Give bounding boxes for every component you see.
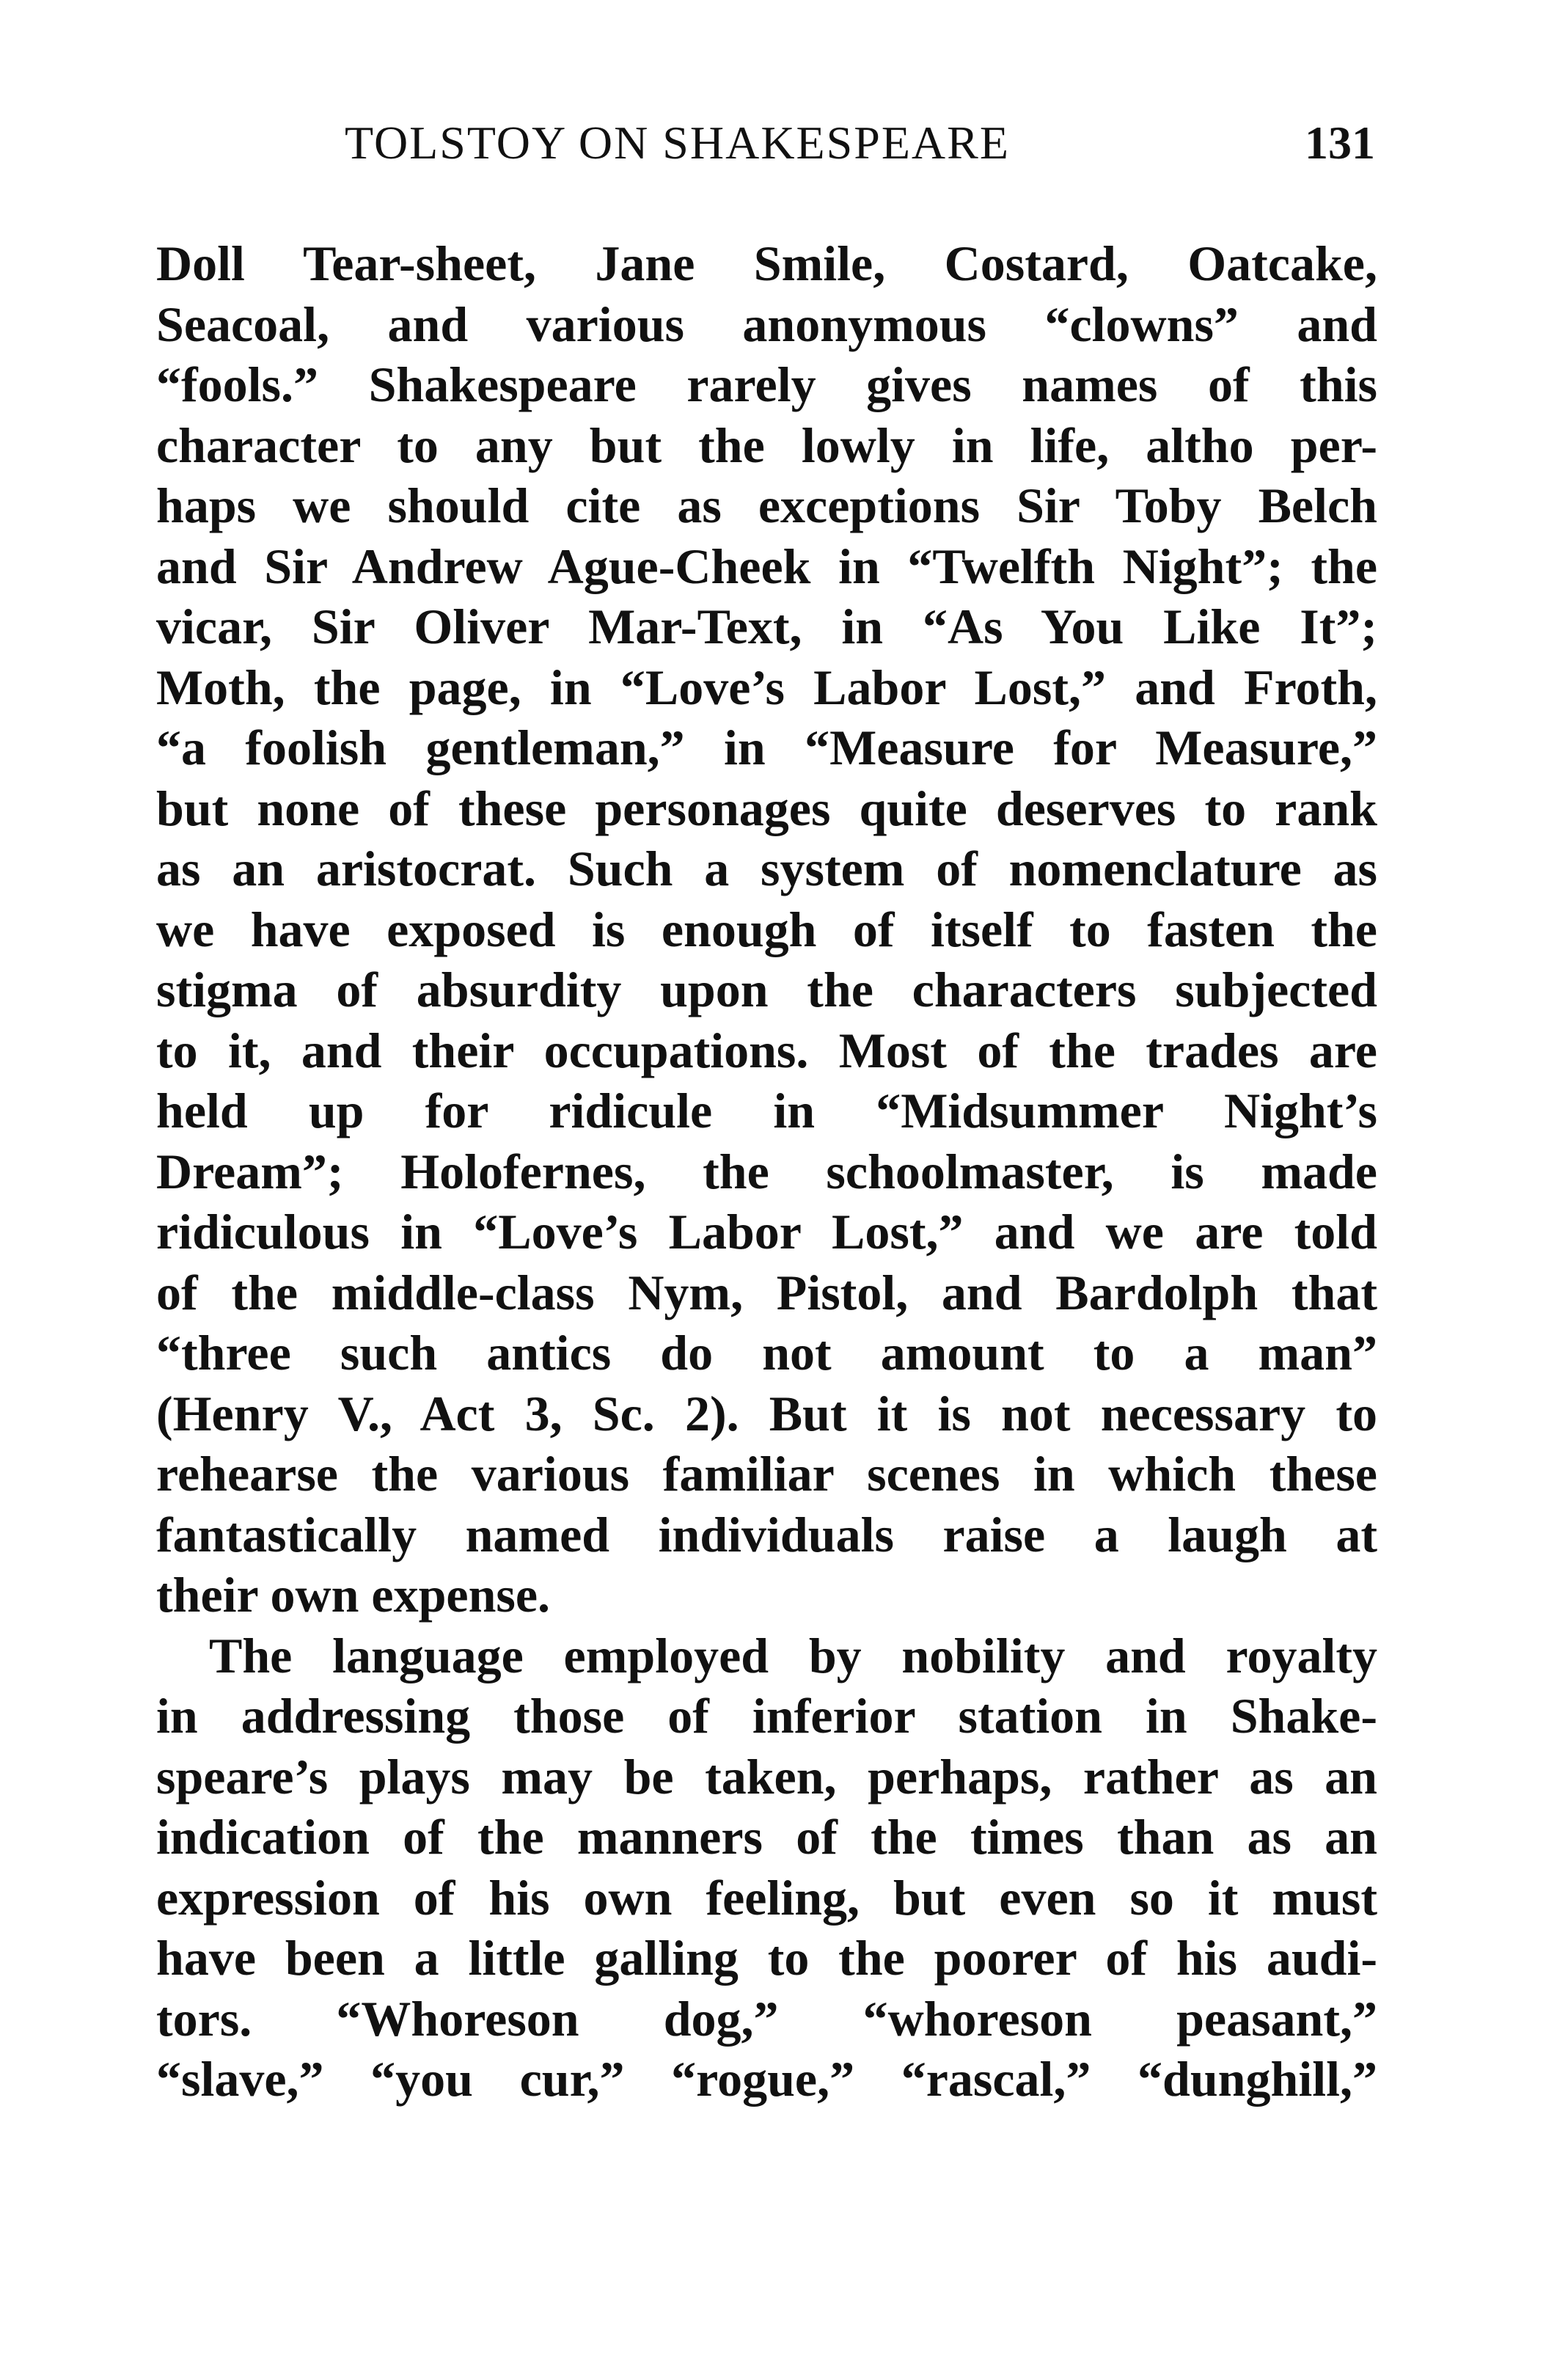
text-line: (Henry V., Act 3, Sc. 2). But it is not necessary to <box>156 1385 1377 1441</box>
text-line: Dream”; Holofernes, the schoolmaster, is made <box>156 1143 1377 1199</box>
text-line: have been a little galling to the poorer of his audi- <box>156 1930 1377 1986</box>
paragraph-2 <box>156 1626 1377 2110</box>
text-line: in addressing those of inferior station in Shake- <box>156 1688 1377 1744</box>
text-line: ridiculous in “Love’s Labor Lost,” and we are told <box>156 1204 1377 1259</box>
text-line: we have exposed is enough of itself to fasten the <box>156 901 1377 957</box>
text-line: and Sir Andrew Ague-Cheek in “Twelfth Night”; the <box>156 538 1377 594</box>
text-line: “a foolish gentleman,” in “Measure for Measure,” <box>156 720 1377 775</box>
text-line: haps we should cite as exceptions Sir Toby Belch <box>156 478 1377 533</box>
text-line: Doll Tear-sheet, Jane Smile, Costard, Oatcake, <box>156 235 1377 291</box>
text-line: as an aristocrat. Such a system of nomenclature as <box>156 841 1377 896</box>
page-number: 131 <box>1305 117 1375 169</box>
text-line: Moth, the page, in “Love’s Labor Lost,” and Froth, <box>156 659 1377 715</box>
running-title: TOLSTOY ON SHAKESPEARE <box>345 117 1010 169</box>
text-line: tors. “Whoreson dog,” “whoreson peasant,” <box>156 1990 1377 2047</box>
body-text <box>156 233 1377 2110</box>
text-line: stigma of absurdity upon the characters subjected <box>156 962 1377 1017</box>
text-line: character to any but the lowly in life, altho per- <box>156 417 1377 473</box>
text-line: fantastically named individuals raise a laugh at <box>156 1506 1377 1562</box>
text-line: speare’s plays may be taken, perhaps, rather as an <box>156 1748 1377 1805</box>
text-line: Seacoal, and various anonymous “clowns” and <box>156 296 1377 352</box>
text-line: of the middle-class Nym, Pistol, and Bardolph that <box>156 1264 1377 1320</box>
paragraph-1 <box>156 233 1377 1626</box>
text-line: their own expense. <box>156 1567 551 1623</box>
text-line: vicar, Sir Oliver Mar-Text, in “As You Like It”; <box>156 599 1377 654</box>
text-line: to it, and their occupations. Most of the trades are <box>156 1022 1377 1078</box>
text-line: “fools.” Shakespeare rarely gives names of this <box>156 357 1377 412</box>
text-line: rehearse the various familiar scenes in which these <box>156 1446 1377 1502</box>
running-head <box>158 110 1375 176</box>
text-line: “three such antics do not amount to a man” <box>156 1325 1377 1381</box>
text-line: but none of these personages quite deserves to rank <box>156 780 1377 836</box>
text-line: expression of his own feeling, but even so it must <box>156 1869 1377 1926</box>
text-line: “slave,” “you cur,” “rogue,” “rascal,” “dunghill,” <box>156 2051 1377 2107</box>
text-line: The language employed by nobility and royalty <box>209 1627 1377 1683</box>
text-line: held up for ridicule in “Midsummer Night’s <box>156 1083 1377 1138</box>
text-line: indication of the manners of the times than as an <box>156 1809 1377 1865</box>
